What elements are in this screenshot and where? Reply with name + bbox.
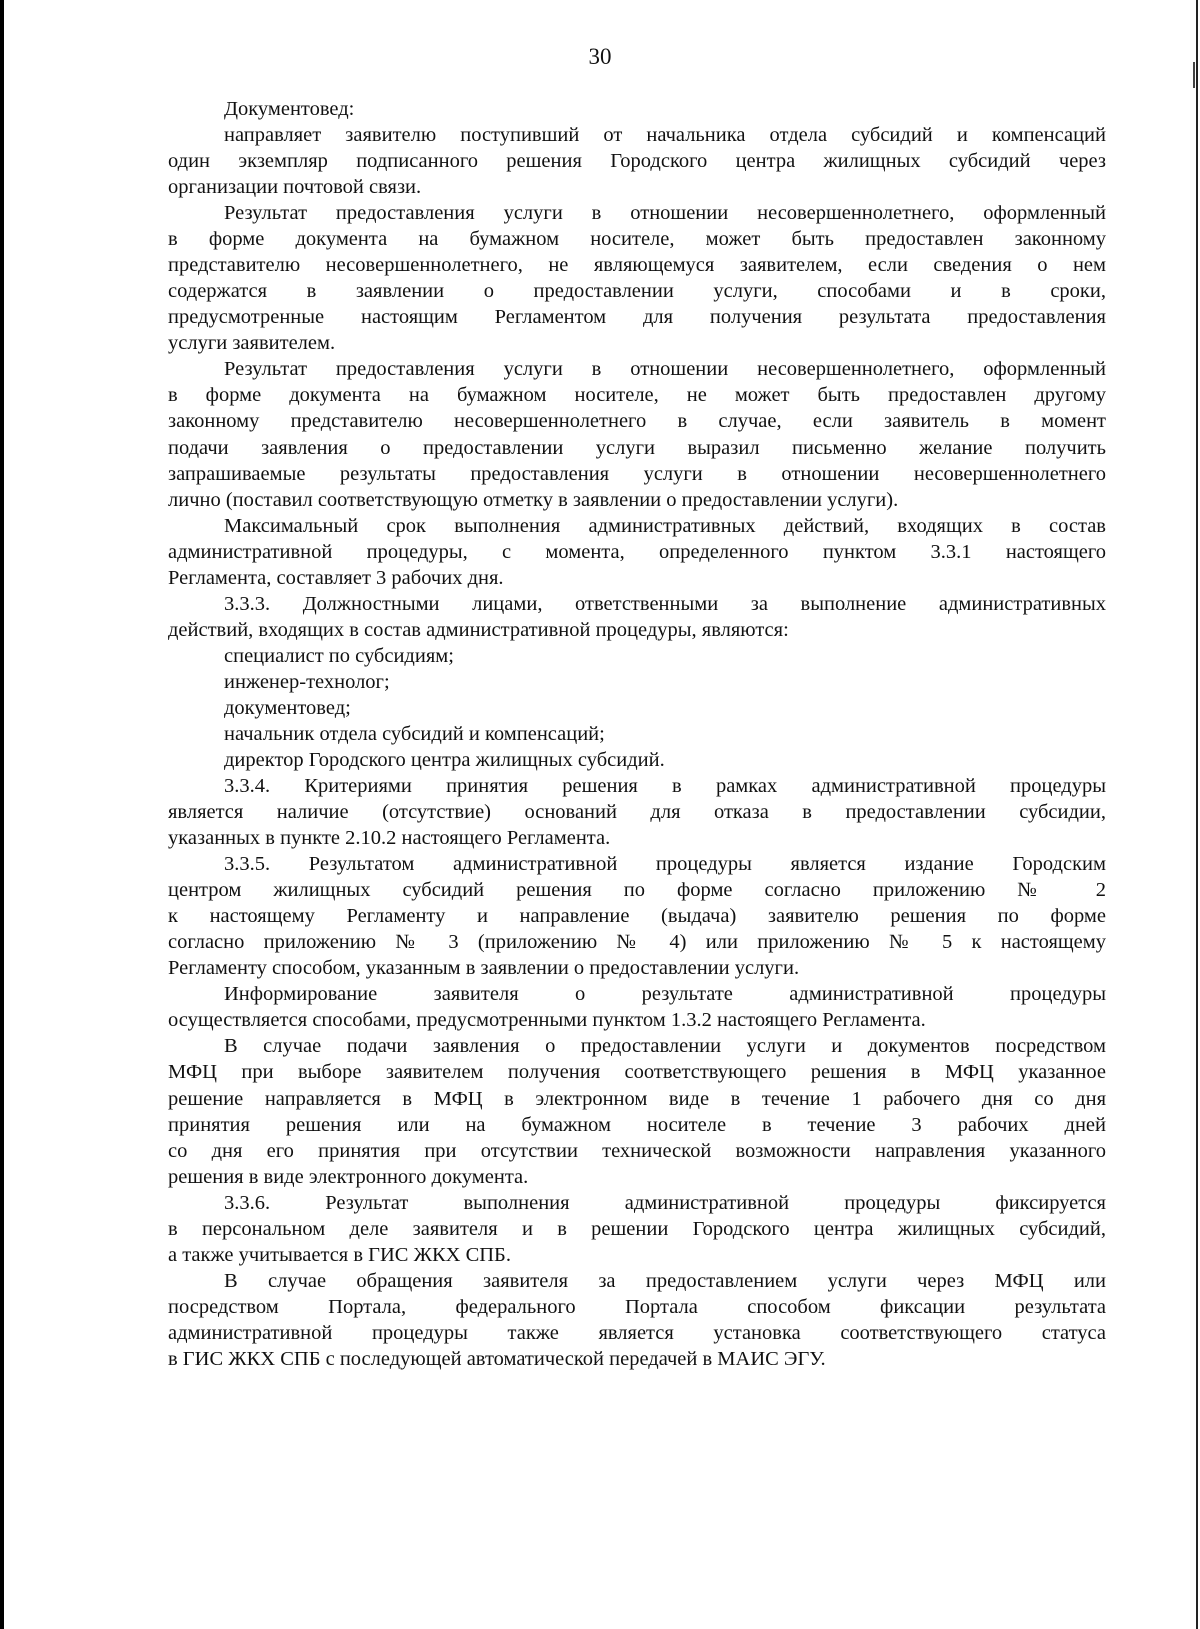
- text-line: Документовед:: [224, 98, 355, 120]
- text-line: начальник отдела субсидий и компенсаций;: [224, 722, 605, 745]
- scan-right-edge: [1196, 0, 1198, 1629]
- text-line: в форме документа на бумажном носителе, может быть предоставлен законному: [168, 228, 1106, 251]
- text-line: в персональном деле заявителя и в решении Городского центра жилищных субсидий,: [168, 1217, 1106, 1240]
- text-line: МФЦ при выборе заявителем получения соответствующего решения в МФЦ указанное: [168, 1061, 1106, 1084]
- text-line: инженер-технолог;: [224, 670, 390, 693]
- text-line: осуществляется способами, предусмотренными пунктом 1.3.2 настоящего Регламента.: [168, 1009, 926, 1032]
- text-line: документовед;: [224, 696, 351, 719]
- text-line: Регламенту способом, указанным в заявлении о предоставлении услуги.: [168, 957, 800, 980]
- text-line: директор Городского центра жилищных субсидий.: [224, 749, 665, 771]
- text-line: услуги заявителем.: [168, 332, 336, 355]
- text-line: В случае обращения заявителя за предоставлением услуги через МФЦ или: [224, 1269, 1106, 1292]
- text-line: принятия решения или на бумажном носителе в течение 3 рабочих дней: [168, 1113, 1106, 1136]
- text-line: согласно приложению № 3 (приложению № 4) или приложению № 5 к настоящему: [168, 931, 1106, 954]
- text-line: а также учитывается в ГИС ЖКХ СПБ.: [168, 1243, 511, 1266]
- text-line: 3.3.6. Результат выполнения административной процедуры фиксируется: [224, 1191, 1106, 1214]
- text-line: В случае подачи заявления о предоставлении услуги и документов посредством: [224, 1035, 1106, 1058]
- text-line: лично (поставил соответствующую отметку в заявлении о предоставлении услуги).: [168, 488, 899, 511]
- text-line: предусмотренные настоящим Регламентом для получения результата предоставления: [168, 306, 1106, 329]
- text-line: подачи заявления о предоставлении услуги выразил письменно желание получить: [168, 436, 1106, 459]
- text-line: организации почтовой связи.: [168, 176, 422, 199]
- text-line: 3.3.4. Критериями принятия решения в рамках административной процедуры: [224, 775, 1106, 798]
- text-line: 3.3.5. Результатом административной процедуры является издание Городским: [224, 853, 1106, 876]
- text-line: является наличие (отсутствие) оснований для отказа в предоставлении субсидии,: [168, 801, 1106, 824]
- text-line: запрашиваемые результаты предоставления услуги в отношении несовершеннолетнего: [168, 462, 1106, 485]
- text-line: к настоящему Регламенту и направление (выдача) заявителю решения по форме: [168, 905, 1106, 928]
- text-line: специалист по субсидиям;: [224, 644, 454, 667]
- text-line: Регламента, составляет 3 рабочих дня.: [168, 566, 504, 589]
- text-line: представителю несовершеннолетнего, не являющемуся заявителем, если сведения о нем: [168, 254, 1106, 277]
- text-line: Результат предоставления услуги в отношении несовершеннолетнего, оформленный: [224, 202, 1106, 225]
- text-line: со дня его принятия при отсутствии технической возможности направления указанного: [168, 1139, 1106, 1162]
- text-line: решение направляется в МФЦ в электронном виде в течение 1 рабочего дня со дня: [168, 1087, 1106, 1110]
- text-line: законному представителю несовершеннолетнего в случае, если заявитель в момент: [168, 410, 1106, 433]
- scan-left-edge: [0, 0, 4, 1629]
- text-line: Максимальный срок выполнения административных действий, входящих в состав: [224, 514, 1106, 537]
- text-line: решения в виде электронного документа.: [168, 1165, 529, 1188]
- text-line: действий, входящих в состав административной процедуры, являются:: [168, 618, 789, 641]
- text-line: Информирование заявителя о результате административной процедуры: [224, 983, 1106, 1006]
- text-line: один экземпляр подписанного решения Городского центра жилищных субсидий через: [168, 150, 1106, 173]
- text-line: административной процедуры, с момента, определенного пунктом 3.3.1 настоящего: [168, 540, 1106, 563]
- text-line: в ГИС ЖКХ СПБ с последующей автоматической передачей в МАИС ЭГУ.: [168, 1347, 826, 1370]
- text-line: административной процедуры также является установка соответствующего статуса: [168, 1321, 1106, 1344]
- text-line: посредством Портала, федерального Портала способом фиксации результата: [168, 1295, 1106, 1318]
- text-line: в форме документа на бумажном носителе, не может быть предоставлен другому: [168, 384, 1106, 407]
- text-line: Результат предоставления услуги в отношении несовершеннолетнего, оформленный: [224, 358, 1106, 381]
- text-line: центром жилищных субсидий решения по форме согласно приложению № 2: [168, 879, 1106, 902]
- text-line: указанных в пункте 2.10.2 настоящего Регламента.: [168, 827, 611, 850]
- text-line: 3.3.3. Должностными лицами, ответственными за выполнение административных: [224, 592, 1106, 615]
- text-line: содержатся в заявлении о предоставлении услуги, способами и в сроки,: [168, 280, 1106, 303]
- page-number: 30: [588, 44, 612, 69]
- text-line: направляет заявителю поступивший от начальника отдела субсидий и компенсаций: [224, 124, 1106, 147]
